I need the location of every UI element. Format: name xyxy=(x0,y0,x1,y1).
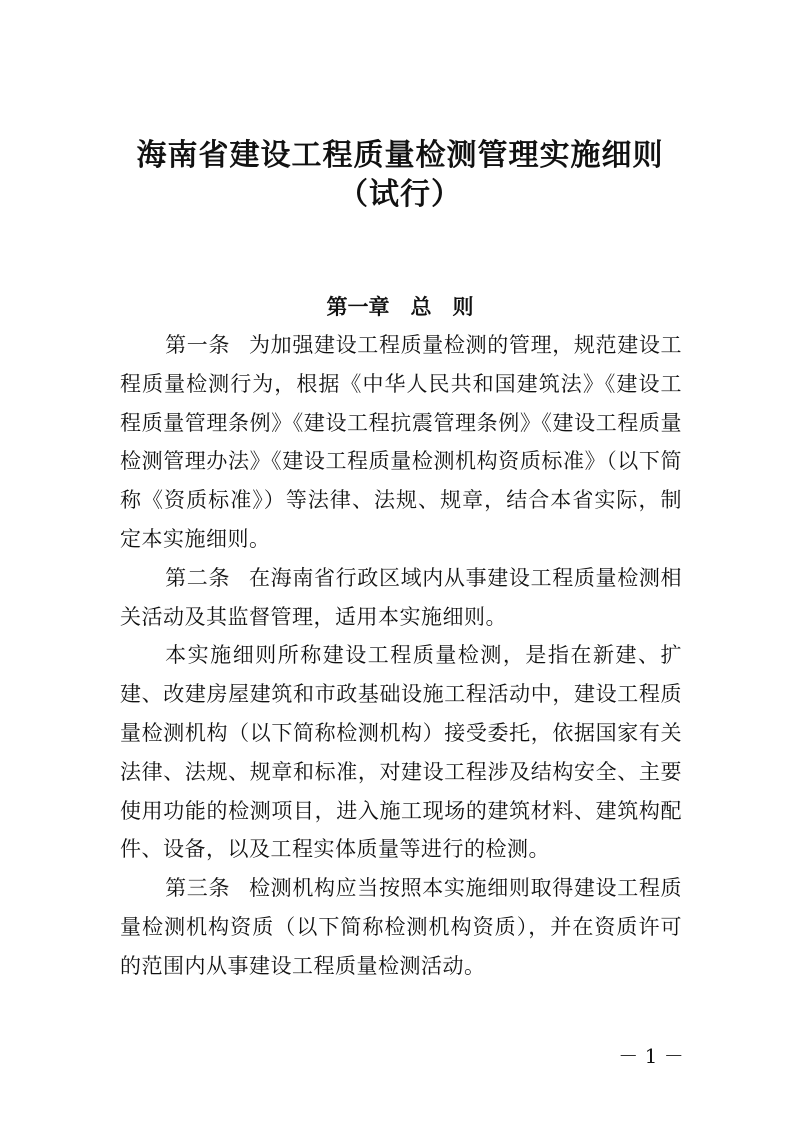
article-text: 本实施细则所称建设工程质量检测，是指在新建、扩建、改建房屋建筑和市政基础设施工程活动中，建设工程质量检测机构（以下简称检测机构）接受委托，依据国家有关法律、法规、规章和标准，对建设工程涉及结构安全、主要使用功能的检测项目，进入施工现场的建筑材料、建筑构配件、设备，以及工程实体质量等进行的检测。 xyxy=(120,643,682,862)
page-number: － 1 － xyxy=(618,1044,684,1068)
article-paragraph xyxy=(120,636,682,869)
document-body xyxy=(120,326,682,986)
chapter-heading: 第一章 总 则 xyxy=(326,295,474,319)
article-text: 在海南省行政区域内从事建设工程质量检测相关活动及其监督管理，适用本实施细则。 xyxy=(120,565,683,629)
article-text: 检测机构应当按照本实施细则取得建设工程质量检测机构资质（以下简称检测机构资质），并在资质许可的范围内从事建设工程质量检测活动。 xyxy=(120,876,683,978)
document-subtitle: （试行） xyxy=(338,177,462,212)
article-text: 为加强建设工程质量检测的管理，规范建设工程质量检测行为，根据《中华人民共和国建筑法》《建设工程质量管理条例》《建设工程抗震管理条例》《建设工程质量检测管理办法》《建设工程质量检测机构资质标准》（以下简称《资质标准》）等法律、法规、规章，结合本省实际，制定本实施细则。 xyxy=(120,333,683,551)
document-title: 海南省建设工程质量检测管理实施细则 xyxy=(136,138,664,173)
article-label: 第一条 xyxy=(165,333,231,357)
article-label: 第三条 xyxy=(165,876,231,901)
article-paragraph xyxy=(120,869,682,985)
article-paragraph xyxy=(120,326,682,559)
article-label: 第二条 xyxy=(165,565,231,590)
article-paragraph xyxy=(120,559,682,637)
